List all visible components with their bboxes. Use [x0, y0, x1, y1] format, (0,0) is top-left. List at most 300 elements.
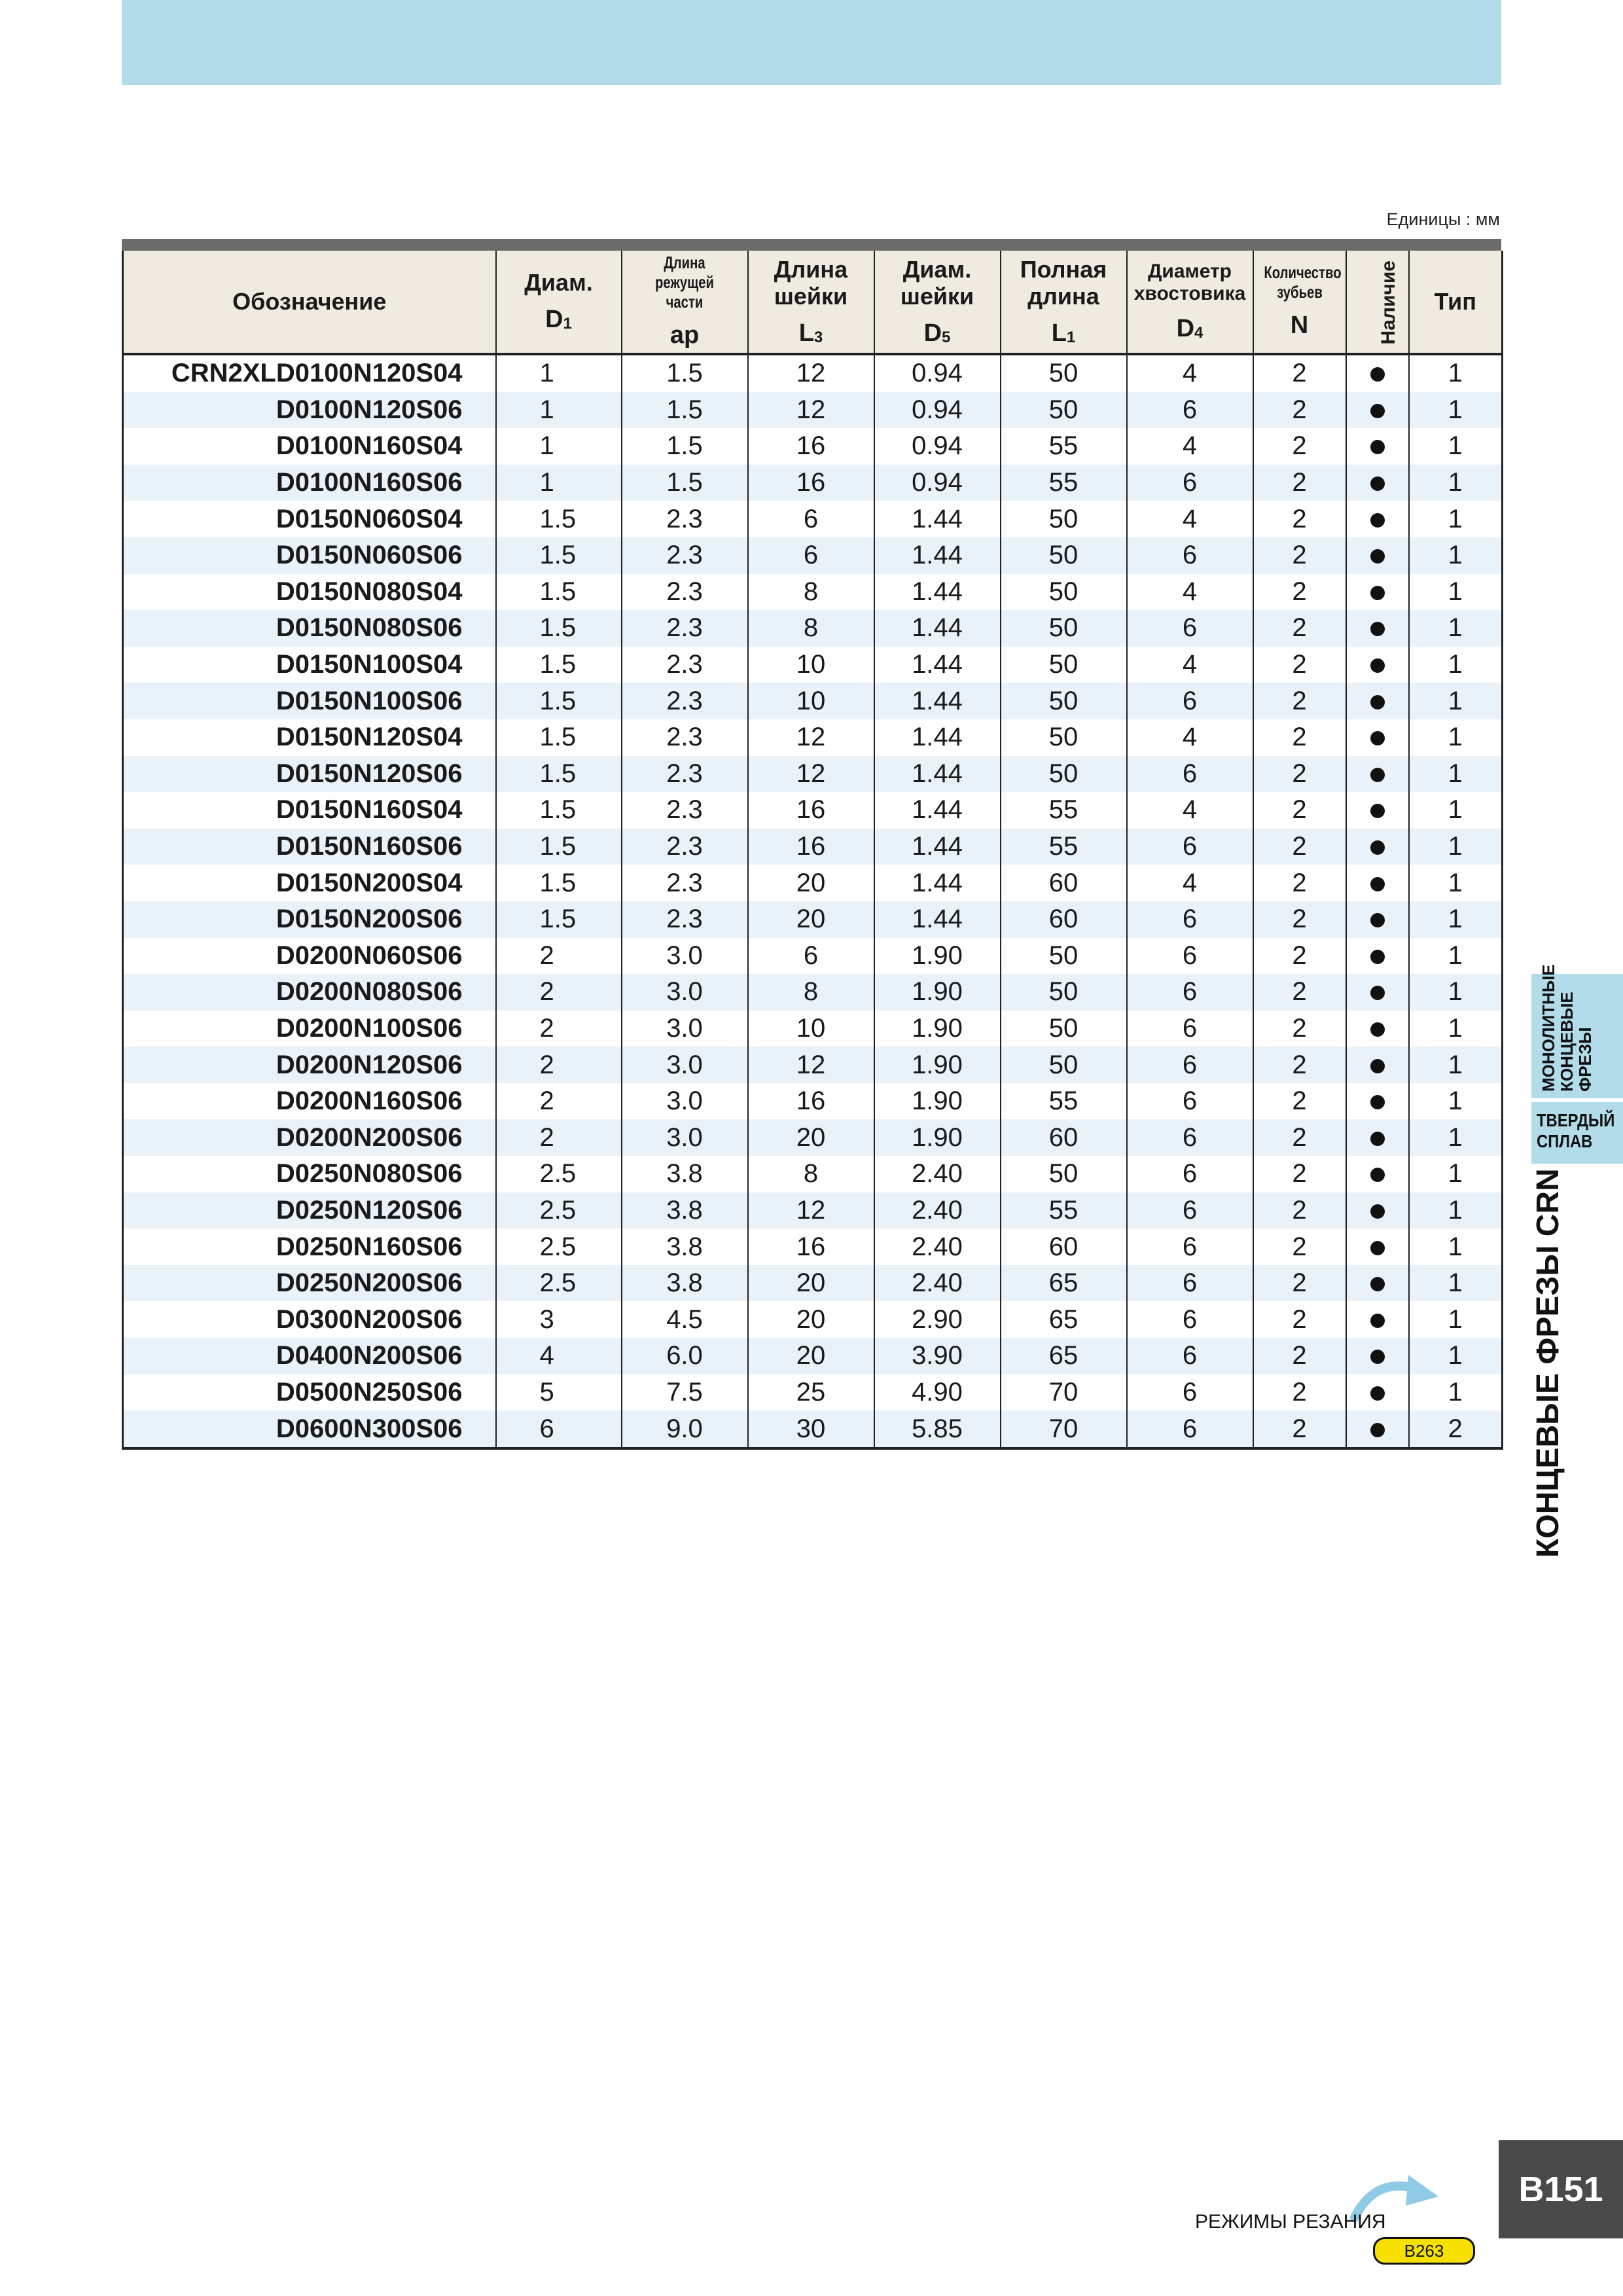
- cell-availability: [1346, 1301, 1409, 1338]
- cell-ap: 2.3: [622, 756, 748, 793]
- cell-d4: 6: [1127, 756, 1253, 793]
- cell-ap: 7.5: [622, 1374, 748, 1411]
- cell-designation: D0200N100S06: [123, 1011, 496, 1047]
- cell-d1: 2.5: [496, 1193, 622, 1229]
- table-row: [123, 465, 1503, 501]
- cell-availability: [1346, 719, 1409, 756]
- cell-designation: D0250N200S06: [123, 1265, 496, 1302]
- cell-ap: 3.8: [622, 1156, 748, 1193]
- cell-d4: 6: [1127, 1156, 1253, 1193]
- cell-n: 2: [1253, 792, 1346, 829]
- cell-l1: 50: [1001, 574, 1127, 611]
- header-designation: Обозначение: [123, 251, 496, 354]
- filled-circle-icon: [1370, 1204, 1385, 1219]
- filled-circle-icon: [1370, 586, 1385, 600]
- cell-designation: D0200N200S06: [123, 1119, 496, 1156]
- filled-circle-icon: [1370, 1059, 1385, 1073]
- cell-d5: 1.90: [874, 1083, 1001, 1120]
- cell-n: 2: [1253, 1156, 1346, 1193]
- cell-l1: 50: [1001, 647, 1127, 683]
- cell-ap: 2.3: [622, 792, 748, 829]
- cell-d1: 2: [496, 1047, 622, 1083]
- filled-circle-icon: [1370, 658, 1385, 673]
- cell-d1: 1: [496, 354, 622, 392]
- cell-d1: 1: [496, 428, 622, 465]
- cell-designation: D0100N160S04: [123, 428, 496, 465]
- cell-ap: 3.0: [622, 1047, 748, 1083]
- cell-availability: [1346, 354, 1409, 392]
- cell-d5: 1.44: [874, 683, 1001, 719]
- cell-designation: D0150N160S06: [123, 829, 496, 865]
- cell-l1: 65: [1001, 1265, 1127, 1302]
- cell-l1: 55: [1001, 465, 1127, 501]
- cell-designation: D0150N200S06: [123, 901, 496, 938]
- cell-type: 1: [1409, 574, 1503, 611]
- cell-type: 1: [1409, 428, 1503, 465]
- table-row: [123, 392, 1503, 429]
- cell-availability: [1346, 610, 1409, 647]
- cell-availability: [1346, 829, 1409, 865]
- cell-d4: 4: [1127, 865, 1253, 901]
- filled-circle-icon: [1370, 440, 1385, 454]
- cell-d1: 1.5: [496, 865, 622, 901]
- cell-ap: 3.0: [622, 974, 748, 1011]
- cell-l3: 20: [748, 1265, 874, 1302]
- header-l3: Длина шейки $L_3$: [748, 251, 874, 354]
- cell-d5: 1.44: [874, 647, 1001, 683]
- cell-l1: 60: [1001, 901, 1127, 938]
- cell-l3: 16: [748, 1083, 874, 1120]
- cell-ap: 3.8: [622, 1229, 748, 1265]
- cell-l1: 70: [1001, 1410, 1127, 1448]
- header-availability: Наличие: [1346, 251, 1409, 354]
- top-color-band: [122, 0, 1501, 85]
- cell-type: 1: [1409, 1338, 1503, 1374]
- cell-d4: 4: [1127, 719, 1253, 756]
- cell-type: 1: [1409, 392, 1503, 429]
- cell-designation: D0150N100S04: [123, 647, 496, 683]
- cell-d4: 4: [1127, 647, 1253, 683]
- cell-d5: 0.94: [874, 428, 1001, 465]
- cell-n: 2: [1253, 574, 1346, 611]
- header-ap: Длина режущей части ap: [622, 251, 748, 354]
- cell-d1: 2.5: [496, 1265, 622, 1302]
- cell-l3: 10: [748, 1011, 874, 1047]
- cell-availability: [1346, 756, 1409, 793]
- cell-designation: D0100N160S06: [123, 465, 496, 501]
- cell-l3: 10: [748, 647, 874, 683]
- cell-n: 2: [1253, 1193, 1346, 1229]
- cell-availability: [1346, 1229, 1409, 1265]
- table-row: [123, 574, 1503, 611]
- cell-designation: D0100N120S06: [123, 392, 496, 429]
- cell-d1: 3: [496, 1301, 622, 1338]
- cell-ap: 3.8: [622, 1265, 748, 1302]
- cell-designation: D0200N060S06: [123, 938, 496, 975]
- cell-l1: 60: [1001, 1119, 1127, 1156]
- cell-n: 2: [1253, 1410, 1346, 1448]
- table-row: [123, 1047, 1503, 1083]
- cell-d4: 6: [1127, 1338, 1253, 1374]
- cell-ap: 3.0: [622, 1083, 748, 1120]
- cell-l3: 20: [748, 1119, 874, 1156]
- filled-circle-icon: [1370, 1386, 1385, 1401]
- cell-n: 2: [1253, 647, 1346, 683]
- cell-l3: 8: [748, 974, 874, 1011]
- product-table-wrapper: [122, 239, 1501, 1450]
- cell-l1: 55: [1001, 792, 1127, 829]
- cell-d1: 4: [496, 1338, 622, 1374]
- cell-d5: 1.90: [874, 974, 1001, 1011]
- cell-n: 2: [1253, 1047, 1346, 1083]
- cell-designation: D0150N120S06: [123, 756, 496, 793]
- cell-designation: D0250N080S06: [123, 1156, 496, 1193]
- cell-availability: [1346, 1011, 1409, 1047]
- cell-l1: 65: [1001, 1338, 1127, 1374]
- cell-d5: 0.94: [874, 465, 1001, 501]
- cell-type: 1: [1409, 865, 1503, 901]
- cell-d5: 1.90: [874, 938, 1001, 975]
- cell-d5: 0.94: [874, 392, 1001, 429]
- cell-type: 1: [1409, 1265, 1503, 1302]
- cell-n: 2: [1253, 1083, 1346, 1120]
- cell-n: 2: [1253, 865, 1346, 901]
- cell-l1: 50: [1001, 501, 1127, 537]
- cutting-modes-link[interactable]: РЕЖИМЫ РЕЗАНИЯ: [1195, 2211, 1386, 2233]
- cell-d5: 1.44: [874, 501, 1001, 537]
- cell-availability: [1346, 974, 1409, 1011]
- cell-availability: [1346, 792, 1409, 829]
- cell-type: 1: [1409, 974, 1503, 1011]
- cell-n: 2: [1253, 683, 1346, 719]
- cell-ap: 2.3: [622, 683, 748, 719]
- filled-circle-icon: [1370, 1132, 1385, 1146]
- vertical-section-title: КОНЦЕВЫЕ ФРЕЗЫ CRN: [1531, 1168, 1565, 1558]
- cell-d5: 4.90: [874, 1374, 1001, 1411]
- cell-ap: 4.5: [622, 1301, 748, 1338]
- filled-circle-icon: [1370, 877, 1385, 891]
- cell-ap: 2.3: [622, 501, 748, 537]
- cell-type: 1: [1409, 1301, 1503, 1338]
- cell-d1: 1.5: [496, 792, 622, 829]
- cell-d4: 6: [1127, 901, 1253, 938]
- cell-d5: 1.44: [874, 537, 1001, 574]
- cell-n: 2: [1253, 465, 1346, 501]
- cutting-modes-ref-badge[interactable]: B263: [1373, 2237, 1475, 2265]
- cell-d5: 0.94: [874, 354, 1001, 392]
- units-note: Единицы : мм: [1386, 209, 1500, 229]
- cell-ap: 3.8: [622, 1193, 748, 1229]
- cell-d4: 4: [1127, 792, 1253, 829]
- cell-n: 2: [1253, 901, 1346, 938]
- cell-l3: 20: [748, 901, 874, 938]
- cell-n: 2: [1253, 719, 1346, 756]
- cell-d5: 1.90: [874, 1011, 1001, 1047]
- cell-n: 2: [1253, 428, 1346, 465]
- filled-circle-icon: [1370, 986, 1385, 1000]
- table-row: [123, 354, 1503, 392]
- header-n: Количество зубьев N: [1253, 251, 1346, 354]
- cell-d1: 2: [496, 1011, 622, 1047]
- cell-d1: 2: [496, 938, 622, 975]
- filled-circle-icon: [1370, 840, 1385, 855]
- table-row: [123, 974, 1503, 1011]
- cell-d4: 4: [1127, 428, 1253, 465]
- header-type: Тип: [1409, 251, 1503, 354]
- cell-d1: 5: [496, 1374, 622, 1411]
- cell-l1: 55: [1001, 428, 1127, 465]
- table-row: [123, 501, 1503, 537]
- cell-ap: 6.0: [622, 1338, 748, 1374]
- cell-l1: 50: [1001, 354, 1127, 392]
- cell-d5: 2.90: [874, 1301, 1001, 1338]
- cell-d1: 1: [496, 392, 622, 429]
- cell-designation: D0200N080S06: [123, 974, 496, 1011]
- table-row: [123, 1374, 1503, 1411]
- header-d4: Диаметр хвостовика $D_4$: [1127, 251, 1253, 354]
- cell-availability: [1346, 1265, 1409, 1302]
- cell-availability: [1346, 537, 1409, 574]
- table-row: [123, 428, 1503, 465]
- cell-d5: 1.90: [874, 1119, 1001, 1156]
- cell-d1: 6: [496, 1410, 622, 1448]
- filled-circle-icon: [1370, 804, 1385, 818]
- cell-d4: 6: [1127, 1119, 1253, 1156]
- cell-availability: [1346, 465, 1409, 501]
- table-row: [123, 865, 1503, 901]
- cell-l3: 6: [748, 938, 874, 975]
- cell-designation: D0200N120S06: [123, 1047, 496, 1083]
- filled-circle-icon: [1370, 1168, 1385, 1182]
- cell-type: 1: [1409, 647, 1503, 683]
- cell-l1: 50: [1001, 719, 1127, 756]
- cell-designation: D0150N080S04: [123, 574, 496, 611]
- cell-d1: 1.5: [496, 719, 622, 756]
- cell-l1: 50: [1001, 610, 1127, 647]
- cell-l3: 12: [748, 756, 874, 793]
- cell-d4: 4: [1127, 354, 1253, 392]
- cell-d1: 1.5: [496, 610, 622, 647]
- cell-n: 2: [1253, 1265, 1346, 1302]
- cell-l1: 55: [1001, 829, 1127, 865]
- cell-n: 2: [1253, 1229, 1346, 1265]
- cell-type: 1: [1409, 1229, 1503, 1265]
- cell-d1: 2: [496, 1119, 622, 1156]
- table-row: [123, 792, 1503, 829]
- cell-ap: 2.3: [622, 610, 748, 647]
- cell-d4: 6: [1127, 829, 1253, 865]
- table-row: [123, 610, 1503, 647]
- cell-d4: 6: [1127, 1193, 1253, 1229]
- table-row: [123, 1301, 1503, 1338]
- cell-designation: D0150N160S04: [123, 792, 496, 829]
- cell-ap: 1.5: [622, 465, 748, 501]
- cell-ap: 2.3: [622, 901, 748, 938]
- cell-type: 1: [1409, 1011, 1503, 1047]
- cell-d4: 6: [1127, 1265, 1253, 1302]
- cell-d1: 2: [496, 1083, 622, 1120]
- cell-availability: [1346, 901, 1409, 938]
- cell-l3: 10: [748, 683, 874, 719]
- cell-d5: 1.44: [874, 901, 1001, 938]
- cell-availability: [1346, 392, 1409, 429]
- cell-d4: 6: [1127, 1410, 1253, 1448]
- table-row: [123, 1011, 1503, 1047]
- cell-availability: [1346, 1338, 1409, 1374]
- cell-l3: 12: [748, 392, 874, 429]
- cell-d5: 2.40: [874, 1193, 1001, 1229]
- cell-ap: 1.5: [622, 354, 748, 392]
- table-row: [123, 901, 1503, 938]
- cell-n: 2: [1253, 756, 1346, 793]
- cell-n: 2: [1253, 610, 1346, 647]
- table-row: [123, 537, 1503, 574]
- cell-l1: 55: [1001, 1193, 1127, 1229]
- table-row: [123, 1156, 1503, 1193]
- cell-type: 1: [1409, 354, 1503, 392]
- cell-ap: 2.3: [622, 647, 748, 683]
- cell-type: 1: [1409, 719, 1503, 756]
- table-row: [123, 647, 1503, 683]
- table-row: [123, 1338, 1503, 1374]
- cell-designation: D0150N120S04: [123, 719, 496, 756]
- cell-l1: 50: [1001, 537, 1127, 574]
- cell-type: 1: [1409, 938, 1503, 975]
- cell-l1: 55: [1001, 1083, 1127, 1120]
- cell-designation: D0150N080S06: [123, 610, 496, 647]
- cell-designation: D0150N060S06: [123, 537, 496, 574]
- cell-l1: 70: [1001, 1374, 1127, 1411]
- cell-d4: 6: [1127, 537, 1253, 574]
- cell-l1: 50: [1001, 683, 1127, 719]
- cell-availability: [1346, 574, 1409, 611]
- cell-d4: 6: [1127, 974, 1253, 1011]
- cell-ap: 2.3: [622, 719, 748, 756]
- cell-availability: [1346, 1374, 1409, 1411]
- cell-type: 1: [1409, 1156, 1503, 1193]
- cell-l3: 12: [748, 1193, 874, 1229]
- cell-availability: [1346, 428, 1409, 465]
- cell-d5: 1.44: [874, 829, 1001, 865]
- cell-designation: D0150N060S04: [123, 501, 496, 537]
- filled-circle-icon: [1370, 731, 1385, 745]
- cell-availability: [1346, 501, 1409, 537]
- cell-designation: D0150N200S04: [123, 865, 496, 901]
- cell-designation: D0250N160S06: [123, 1229, 496, 1265]
- cell-d1: 1.5: [496, 501, 622, 537]
- cell-type: 1: [1409, 1119, 1503, 1156]
- header-l1: Полная длина $L_1$: [1001, 251, 1127, 354]
- cell-availability: [1346, 1047, 1409, 1083]
- filled-circle-icon: [1370, 913, 1385, 927]
- table-row: [123, 756, 1503, 793]
- cell-type: 1: [1409, 1374, 1503, 1411]
- cell-type: 1: [1409, 610, 1503, 647]
- cell-availability: [1346, 1193, 1409, 1229]
- cell-l3: 16: [748, 465, 874, 501]
- cell-l3: 20: [748, 1301, 874, 1338]
- table-top-bar: [122, 239, 1501, 251]
- cell-l1: 50: [1001, 938, 1127, 975]
- filled-circle-icon: [1370, 695, 1385, 709]
- cell-type: 1: [1409, 537, 1503, 574]
- header-d5: Диам. шейки $D_5$: [874, 251, 1001, 354]
- cell-l3: 30: [748, 1410, 874, 1448]
- cell-type: 1: [1409, 792, 1503, 829]
- filled-circle-icon: [1370, 1277, 1385, 1291]
- cell-d4: 6: [1127, 1229, 1253, 1265]
- cell-d5: 1.44: [874, 574, 1001, 611]
- table-header-row: [123, 251, 1503, 354]
- cell-ap: 2.3: [622, 574, 748, 611]
- side-tab-carbide: ТВЕРДЫЙ СПЛАВ: [1531, 1102, 1623, 1164]
- cell-l3: 12: [748, 719, 874, 756]
- cell-d4: 6: [1127, 1047, 1253, 1083]
- cell-d1: 1.5: [496, 829, 622, 865]
- cell-d4: 6: [1127, 1083, 1253, 1120]
- cell-n: 2: [1253, 354, 1346, 392]
- filled-circle-icon: [1370, 768, 1385, 782]
- cell-n: 2: [1253, 1338, 1346, 1374]
- cell-ap: 2.3: [622, 537, 748, 574]
- cell-l3: 16: [748, 428, 874, 465]
- cell-d4: 6: [1127, 392, 1253, 429]
- filled-circle-icon: [1370, 1022, 1385, 1037]
- cell-ap: 1.5: [622, 428, 748, 465]
- table-row: [123, 1410, 1503, 1448]
- table-row: [123, 1119, 1503, 1156]
- table-row: [123, 1083, 1503, 1120]
- cell-availability: [1346, 1119, 1409, 1156]
- table-row: [123, 829, 1503, 865]
- filled-circle-icon: [1370, 367, 1385, 382]
- cell-d1: 2: [496, 974, 622, 1011]
- cell-designation: D0200N160S06: [123, 1083, 496, 1120]
- cell-d4: 6: [1127, 1374, 1253, 1411]
- filled-circle-icon: [1370, 950, 1385, 964]
- cell-type: 1: [1409, 1047, 1503, 1083]
- cell-n: 2: [1253, 829, 1346, 865]
- cell-n: 2: [1253, 537, 1346, 574]
- cell-type: 1: [1409, 1083, 1503, 1120]
- cell-n: 2: [1253, 1119, 1346, 1156]
- cell-d5: 1.44: [874, 865, 1001, 901]
- cell-designation: D0500N250S06: [123, 1374, 496, 1411]
- cell-l3: 16: [748, 792, 874, 829]
- cell-d4: 6: [1127, 938, 1253, 975]
- cell-ap: 3.0: [622, 938, 748, 975]
- cell-n: 2: [1253, 392, 1346, 429]
- cell-d1: 1: [496, 465, 622, 501]
- cell-n: 2: [1253, 1011, 1346, 1047]
- cell-d5: 2.40: [874, 1265, 1001, 1302]
- filled-circle-icon: [1370, 1241, 1385, 1255]
- cell-ap: 9.0: [622, 1410, 748, 1448]
- cell-l3: 16: [748, 1229, 874, 1265]
- cell-d5: 2.40: [874, 1156, 1001, 1193]
- cell-d1: 1.5: [496, 537, 622, 574]
- cell-l3: 8: [748, 1156, 874, 1193]
- cell-d5: 1.90: [874, 1047, 1001, 1083]
- filled-circle-icon: [1370, 1423, 1385, 1437]
- cell-type: 1: [1409, 829, 1503, 865]
- cell-d1: 1.5: [496, 901, 622, 938]
- cell-d5: 1.44: [874, 756, 1001, 793]
- cell-l3: 25: [748, 1374, 874, 1411]
- cell-type: 1: [1409, 756, 1503, 793]
- header-d1: Диам. $D_1$: [496, 251, 622, 354]
- cell-designation: D0400N200S06: [123, 1338, 496, 1374]
